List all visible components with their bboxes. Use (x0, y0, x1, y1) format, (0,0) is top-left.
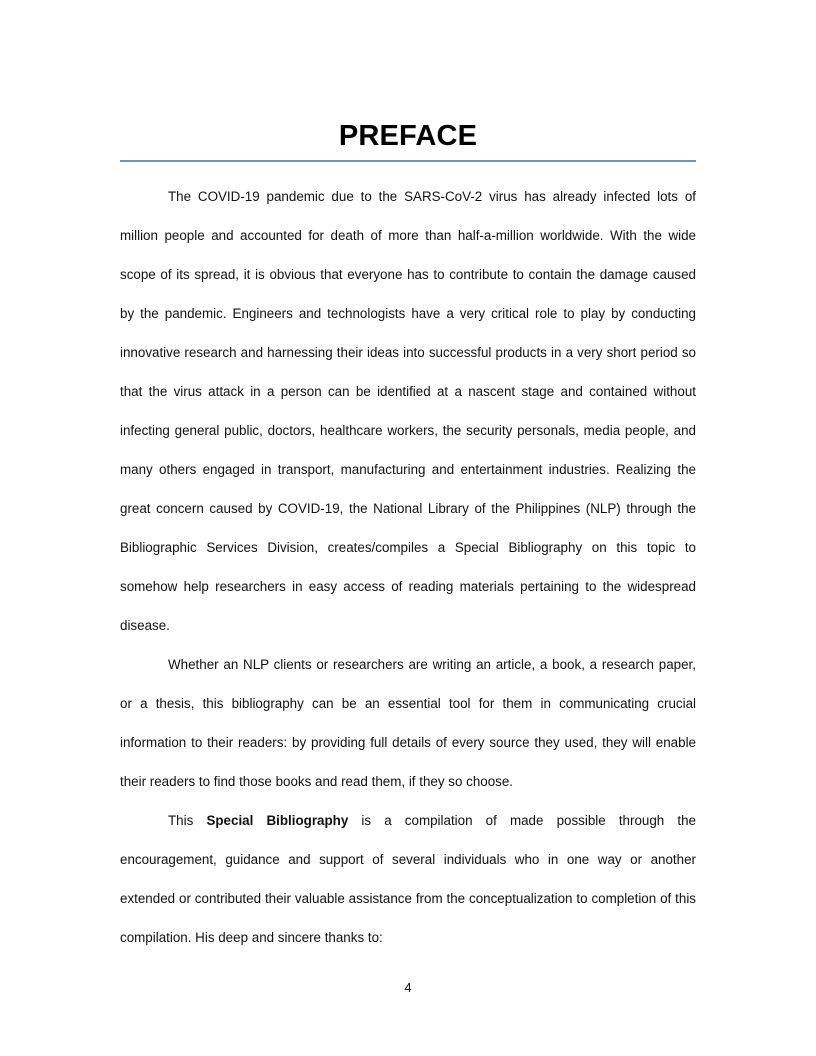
paragraph-3-prefix: This (168, 813, 207, 828)
title-underline-rule (120, 160, 696, 162)
paragraph-1: The COVID-19 pandemic due to the SARS-CoV-2 virus has already infected lots of million people and accounted for death of more than half-a-million worldwide. With the wide scope of its spread, it is obvious that everyone has to contribute to contain the damage caused by the pandemic. Engineers and technologists have a very critical role to play by conducting innovative research and harnessing their ideas into successful products in a very short period so that the virus attack in a person can be identified at a nascent stage and contained without infecting general public, doctors, healthcare workers, the security personals, media people, and many others engaged in transport, manufacturing and entertainment industries. Realizing the great concern caused by COVID-19, the National Library of the Philippines (NLP) through the Bibliographic Services Division, creates/compiles a Special Bibliography on this topic to somehow help researchers in easy access of reading materials pertaining to the widespread disease. (120, 189, 696, 633)
paragraph-3-suffix: is a compilation of made possible through the encouragement, guidance and support of several individuals who in one way or another extended or contributed their valuable assistance from the conceptualization to completion of this compilation. His deep and sincere thanks to: (120, 813, 696, 945)
special-bibliography-bold-text: Special Bibliography (206, 813, 349, 828)
paragraph-3 (120, 801, 696, 957)
page-number: 4 (404, 980, 412, 995)
page-title: PREFACE (338, 120, 478, 152)
preface-body (120, 177, 696, 957)
paragraph-2: Whether an NLP clients or researchers are writing an article, a book, a research paper, or a thesis, this bibliography can be an essential tool for them in communicating crucial information to their readers: by providing full details of every source they used, they will enable their readers to find those books and read them, if they so choose. (120, 657, 696, 789)
